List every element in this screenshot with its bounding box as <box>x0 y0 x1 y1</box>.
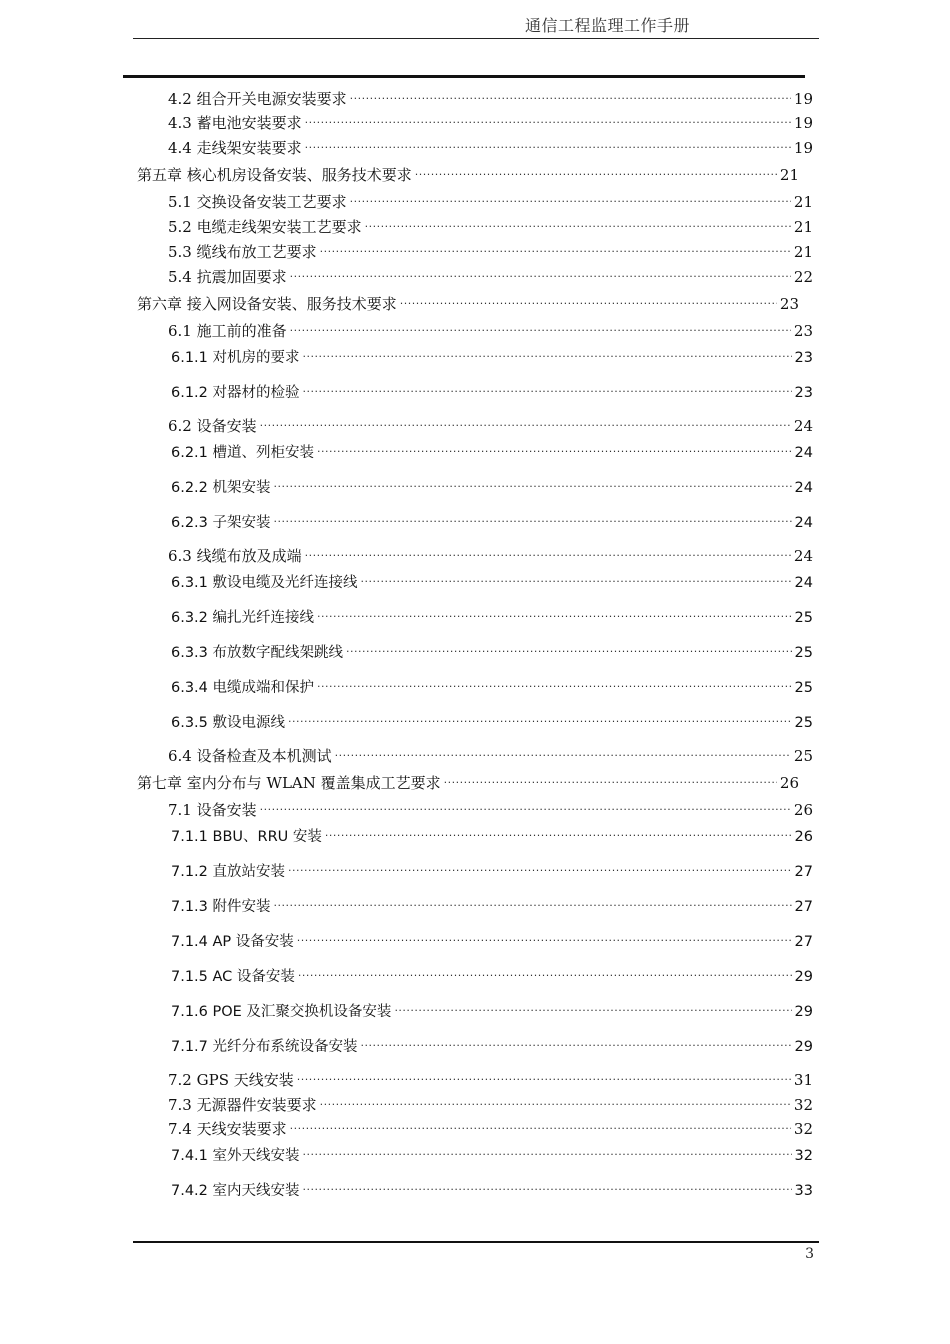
toc-entry-label: 7.1.6 POE 及汇聚交换机设备安装 <box>171 1004 392 1020</box>
toc-entry-label: 4.3 蓄电池安装要求 <box>168 114 302 132</box>
toc-subsection-entry[interactable] <box>171 379 813 401</box>
toc-entry-page: 27 <box>794 934 813 950</box>
toc-leader-dots <box>317 439 792 457</box>
toc-entry-label: 7.3 无源器件安装要求 <box>168 1096 317 1114</box>
toc-subsection-entry[interactable] <box>171 1033 813 1055</box>
toc-entry[interactable] <box>168 1092 813 1114</box>
toc-leader-dots <box>303 344 792 362</box>
toc-entry-page: 22 <box>793 268 813 286</box>
toc-subsection-entry[interactable] <box>171 674 813 696</box>
toc-entry[interactable] <box>168 743 813 765</box>
toc-leader-dots <box>305 110 791 128</box>
toc-entry-label: 7.1.3 附件安装 <box>171 899 271 915</box>
toc-leader-dots <box>317 604 792 622</box>
toc-entry-label: 7.2 GPS 天线安装 <box>168 1071 294 1089</box>
toc-entry-label: 7.4 天线安装要求 <box>168 1120 287 1138</box>
toc-entry-label: 6.3.2 编扎光纤连接线 <box>171 610 315 626</box>
toc-entry-label: 7.1.2 直放站安装 <box>171 864 286 880</box>
toc-entry-page: 21 <box>779 166 799 184</box>
toc-entry-label: 5.3 缆线布放工艺要求 <box>168 243 317 261</box>
toc-entry-page: 21 <box>793 193 813 211</box>
toc-chapter-entry[interactable] <box>137 770 799 792</box>
toc-entry-label: 5.2 电缆走线架安装工艺要求 <box>168 218 362 236</box>
toc-chapter-entry[interactable] <box>137 291 799 313</box>
page-number: 3 <box>805 1246 814 1262</box>
toc-leader-dots <box>394 998 791 1016</box>
toc-entry-label: 6.3.4 电缆成端和保护 <box>171 680 315 696</box>
toc-leader-dots <box>305 543 791 561</box>
toc-entry-page: 32 <box>794 1148 813 1164</box>
toc-entry[interactable] <box>168 1067 813 1089</box>
toc-leader-dots <box>274 474 792 492</box>
toc-subsection-entry[interactable] <box>171 344 813 366</box>
toc-entry-page: 23 <box>793 322 813 340</box>
toc-entry-page: 31 <box>793 1071 813 1089</box>
toc-leader-dots <box>325 823 792 841</box>
toc-subsection-entry[interactable] <box>171 604 813 626</box>
toc-subsection-entry[interactable] <box>171 639 813 661</box>
toc-entry-page: 24 <box>793 417 813 435</box>
toc-entry-label: 7.1.7 光纤分布系统设备安装 <box>171 1039 358 1055</box>
toc-entry-page: 32 <box>793 1096 813 1114</box>
toc-entry-page: 27 <box>794 899 813 915</box>
toc-entry-page: 23 <box>794 385 813 401</box>
toc-entry-page: 24 <box>794 445 813 461</box>
toc-entry[interactable] <box>168 797 813 819</box>
toc-entry-label: 6.2.1 槽道、列柜安装 <box>171 445 315 461</box>
toc-entry-label: 7.1 设备安装 <box>168 801 257 819</box>
toc-entry-page: 25 <box>793 747 813 765</box>
toc-entry-page: 25 <box>794 645 813 661</box>
toc-subsection-entry[interactable] <box>171 858 813 880</box>
toc-entry[interactable] <box>168 214 813 236</box>
toc-leader-dots <box>350 189 791 207</box>
toc-entry-page: 24 <box>794 575 813 591</box>
toc-entry-page: 33 <box>794 1183 813 1199</box>
toc-entry-label: 7.1.4 AP 设备安装 <box>171 934 294 950</box>
toc-subsection-entry[interactable] <box>171 1177 813 1199</box>
toc-subsection-entry[interactable] <box>171 439 813 461</box>
toc-entry-page: 29 <box>794 1004 813 1020</box>
toc-entry-page: 19 <box>793 139 813 157</box>
toc-entry-label: 6.3.5 敷设电源线 <box>171 715 286 731</box>
toc-entry-page: 32 <box>793 1120 813 1138</box>
toc-entry-label: 7.1.1 BBU、RRU 安装 <box>171 829 322 845</box>
toc-leader-dots <box>320 239 791 257</box>
toc-entry-page: 26 <box>793 801 813 819</box>
toc-entry-page: 26 <box>794 829 813 845</box>
toc-leader-dots <box>290 1116 791 1134</box>
toc-subsection-entry[interactable] <box>171 963 813 985</box>
toc-leader-dots <box>297 928 792 946</box>
toc-chapter-entry[interactable] <box>137 162 799 184</box>
toc-entry-page: 21 <box>793 218 813 236</box>
toc-entry-label: 4.4 走线架安装要求 <box>168 139 302 157</box>
toc-entry-page: 19 <box>793 90 813 108</box>
toc-entry[interactable] <box>168 264 813 286</box>
toc-leader-dots <box>288 709 792 727</box>
toc-entry-label: 6.1.1 对机房的要求 <box>171 350 300 366</box>
toc-leader-dots <box>361 569 792 587</box>
toc-leader-dots <box>317 674 792 692</box>
toc-subsection-entry[interactable] <box>171 998 813 1020</box>
toc-entry-label: 6.3.1 敷设电缆及光纤连接线 <box>171 575 358 591</box>
toc-entry-label: 7.4.1 室外天线安装 <box>171 1148 300 1164</box>
toc-subsection-entry[interactable] <box>171 1142 813 1164</box>
toc-leader-dots <box>400 291 777 309</box>
toc-leader-dots <box>350 86 791 104</box>
toc-leader-dots <box>274 509 792 527</box>
toc-leader-dots <box>290 264 791 282</box>
toc-entry-label: 6.2.3 子架安装 <box>171 515 271 531</box>
toc-entry-label: 6.3 线缆布放及成端 <box>168 547 302 565</box>
toc-entry-label: 7.1.5 AC 设备安装 <box>171 969 295 985</box>
toc-entry-label: 6.3.3 布放数字配线架跳线 <box>171 645 344 661</box>
toc-leader-dots <box>290 318 791 336</box>
toc-subsection-entry[interactable] <box>171 474 813 496</box>
toc-entry-label: 6.1.2 对器材的检验 <box>171 385 300 401</box>
toc-entry-page: 26 <box>779 774 799 792</box>
toc-leader-dots <box>260 797 791 815</box>
toc-entry-page: 19 <box>793 114 813 132</box>
toc-leader-dots <box>444 770 777 788</box>
toc-subsection-entry[interactable] <box>171 709 813 731</box>
toc-entry-page: 27 <box>794 864 813 880</box>
toc-entry[interactable] <box>168 318 813 340</box>
toc-leader-dots <box>274 893 792 911</box>
toc-leader-dots <box>298 963 792 981</box>
toc-entry[interactable] <box>168 239 813 261</box>
toc-entry-label: 5.4 抗震加固要求 <box>168 268 287 286</box>
toc-subsection-entry[interactable] <box>171 569 813 591</box>
toc-entry[interactable] <box>168 413 813 435</box>
toc-entry-label: 5.1 交换设备安装工艺要求 <box>168 193 347 211</box>
toc-subsection-entry[interactable] <box>171 823 813 845</box>
toc-leader-dots <box>320 1092 791 1110</box>
toc-entry-page: 29 <box>794 969 813 985</box>
toc-leader-dots <box>303 1177 792 1195</box>
toc-subsection-entry[interactable] <box>171 509 813 531</box>
running-header-title: 通信工程监理工作手册 <box>524 16 690 35</box>
toc-entry-page: 25 <box>794 680 813 696</box>
toc-entry-label: 第六章 接入网设备安装、服务技术要求 <box>137 295 397 313</box>
toc-entry[interactable] <box>168 110 813 132</box>
toc-subsection-entry[interactable] <box>171 893 813 915</box>
toc-entry-page: 25 <box>794 715 813 731</box>
toc-leader-dots <box>303 379 792 397</box>
toc-entry-page: 25 <box>794 610 813 626</box>
toc-leader-dots <box>260 413 791 431</box>
toc-entry-label: 第七章 室内分布与 WLAN 覆盖集成工艺要求 <box>137 774 441 792</box>
footer-rule <box>133 1241 819 1243</box>
toc-leader-dots <box>297 1067 791 1085</box>
toc-leader-dots <box>303 1142 792 1160</box>
toc-entry[interactable] <box>168 1116 813 1138</box>
toc-entry[interactable] <box>168 86 813 108</box>
toc-entry-label: 6.2 设备安装 <box>168 417 257 435</box>
toc-entry-page: 23 <box>779 295 799 313</box>
toc-entry-page: 23 <box>794 350 813 366</box>
toc-entry-page: 29 <box>794 1039 813 1055</box>
toc-entry-label: 6.2.2 机架安装 <box>171 480 271 496</box>
toc-entry[interactable] <box>168 543 813 565</box>
toc-entry[interactable] <box>168 189 813 211</box>
toc-leader-dots <box>415 162 777 180</box>
toc-entry[interactable] <box>168 135 813 157</box>
toc-entry-page: 24 <box>794 480 813 496</box>
toc-entry-label: 第五章 核心机房设备安装、服务技术要求 <box>137 166 412 184</box>
toc-leader-dots <box>365 214 791 232</box>
toc-leader-dots <box>361 1033 792 1051</box>
toc-entry-label: 6.4 设备检查及本机测试 <box>168 747 332 765</box>
toc-entry-label: 7.4.2 室内天线安装 <box>171 1183 300 1199</box>
toc-leader-dots <box>305 135 791 153</box>
toc-subsection-entry[interactable] <box>171 928 813 950</box>
toc-leader-dots <box>335 743 791 761</box>
toc-entry-page: 24 <box>794 515 813 531</box>
toc-leader-dots <box>346 639 792 657</box>
toc-entry-page: 21 <box>793 243 813 261</box>
toc-entry-label: 6.1 施工前的准备 <box>168 322 287 340</box>
toc-entry-label: 4.2 组合开关电源安装要求 <box>168 90 347 108</box>
toc-entry-page: 24 <box>793 547 813 565</box>
toc-leader-dots <box>288 858 792 876</box>
